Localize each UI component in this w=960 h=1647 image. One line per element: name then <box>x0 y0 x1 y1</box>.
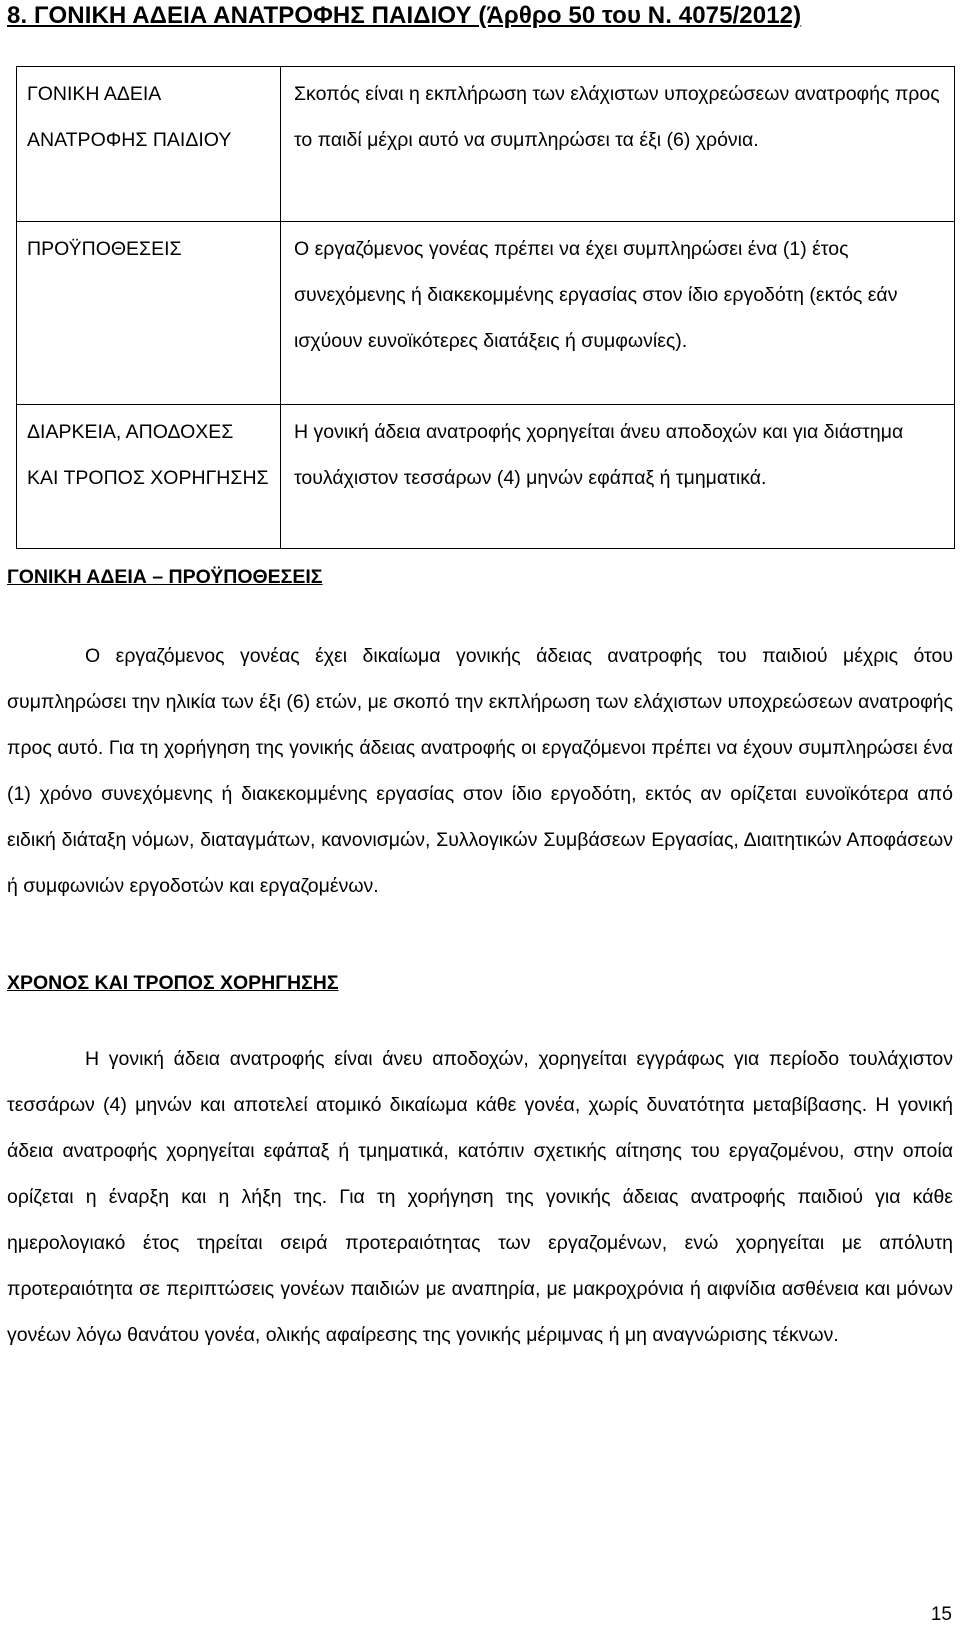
row-text: Σκοπός είναι η εκπλήρωση των ελάχιστων υποχρεώσεων ανατροφής προς το παιδί μέχρι αυτό να συμπληρώσει τα έξι (6) χρόνια. <box>281 67 955 222</box>
row-label: ΠΡΟΫΠΟΘΕΣΕΙΣ <box>17 222 281 405</box>
row-label: ΓΟΝΙΚΗ ΑΔΕΙΑ ΑΝΑΤΡΟΦΗΣ ΠΑΙΔΙΟΥ <box>17 67 281 222</box>
table-row <box>17 222 955 405</box>
paragraph-time-and-method: Η γονική άδεια ανατροφής είναι άνευ αποδοχών, χορηγείται εγγράφως για περίοδο τουλάχιστον τεσσάρων (4) μηνών και αποτελεί ατομικό δικαίωμα κάθε γονέα, χωρίς δυνατότητα μεταβίβασης. Η γονική άδεια ανατροφής χορηγείται εφάπαξ ή τμηματικά, κατόπιν σχετικής αίτησης του εργαζομένου, στην οποία ορίζεται η έναρξη και η λήξη της. Για τη χορήγηση της γονικής άδειας ανατροφής παιδιού για κάθε ημερολογιακό έτος τηρείται σειρά προτεραιότητας των εργαζομένων, ενώ χορηγείται με απόλυτη προτεραιότητα σε περιπτώσεις γονέων παιδιών με αναπηρία, με μακροχρόνια ή αιφνίδια ασθένεια και μόνων γονέων λόγω θανάτου γονέα, ολικής αφαίρεσης της γονικής μέριμνας ή μη αναγνώρισης τέκνων. <box>7 1048 953 1346</box>
summary-table <box>16 66 955 549</box>
table-row <box>17 405 955 549</box>
page-number: 15 <box>930 1604 952 1625</box>
row-text: Η γονική άδεια ανατροφής χορηγείται άνευ αποδοχών και για διάστημα τουλάχιστον τεσσάρων (4) μηνών εφάπαξ ή τμηματικά. <box>281 405 955 549</box>
paragraph-prerequisites: Ο εργαζόμενος γονέας έχει δικαίωμα γονικής άδειας ανατροφής του παιδιού μέχρις ότου συμπληρώσει την ηλικία των έξι (6) ετών, με σκοπό την εκπλήρωση των ελάχιστων υποχρεώσεων ανατροφής προς αυτό. Για τη χορήγηση της γονικής άδειας ανατροφής οι εργαζόμενοι πρέπει να έχουν συμπληρώσει ένα (1) χρόνο συνεχόμενης ή διακεκομμένης εργασίας στον ίδιο εργοδότη, εκτός αν ορίζεται ευνοϊκότερα από ειδική διάταξη νόμων, διαταγμάτων, κανονισμών, Συλλογικών Συμβάσεων Εργασίας, Διαιτητικών Αποφάσεων ή συμφωνιών εργοδοτών και εργαζομένων. <box>7 645 953 897</box>
section-heading-prerequisites: ΓΟΝΙΚΗ ΑΔΕΙΑ – ΠΡΟΫΠΟΘΕΣΕΙΣ <box>7 566 323 588</box>
section-heading-time-and-method: ΧΡΟΝΟΣ ΚΑΙ ΤΡΟΠΟΣ ΧΟΡΗΓΗΣΗΣ <box>7 972 339 994</box>
row-label: ΔΙΑΡΚΕΙΑ, ΑΠΟΔΟΧΕΣ ΚΑΙ ΤΡΟΠΟΣ ΧΟΡΗΓΗΣΗΣ <box>17 405 281 549</box>
document-title: 8. ΓΟΝΙΚΗ ΑΔΕΙΑ ΑΝΑΤΡΟΦΗΣ ΠΑΙΔΙΟΥ (Άρθρο 50 του Ν. 4075/2012) <box>7 2 802 29</box>
table-row <box>17 67 955 222</box>
row-text: Ο εργαζόμενος γονέας πρέπει να έχει συμπληρώσει ένα (1) έτος συνεχόμενης ή διακεκομμένης εργασίας στον ίδιο εργοδότη (εκτός εάν ισχύουν ευνοϊκότερες διατάξεις ή συμφωνίες). <box>281 222 955 405</box>
